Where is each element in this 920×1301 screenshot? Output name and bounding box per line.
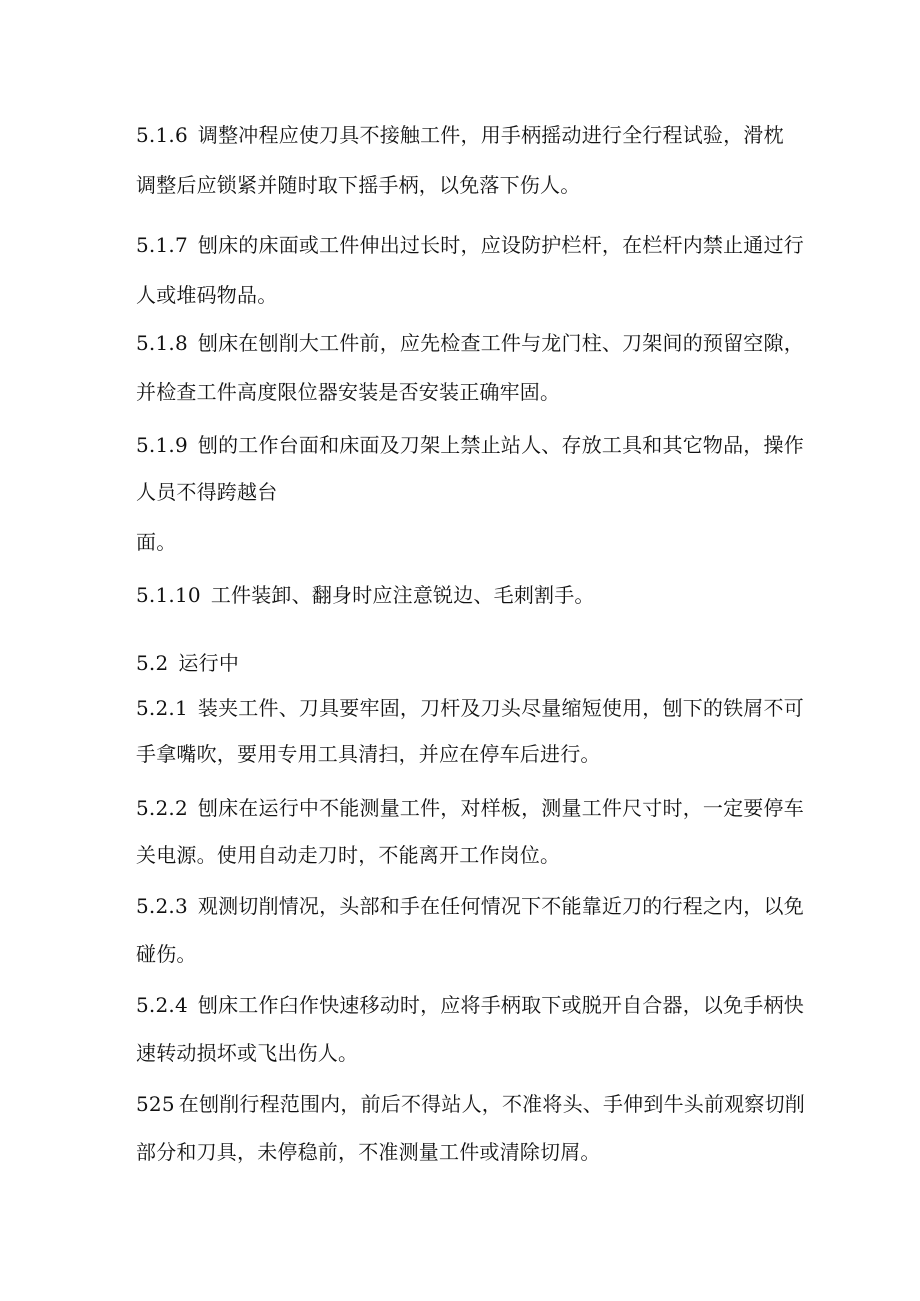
clause-text: 刨的工作台面和床面及刀架上禁止站人、存放工具和其它物品，操作 xyxy=(197,433,804,457)
clause-text: 刨床在运行中不能测量工件，对样板，测量工件尺寸时，一定要停车 xyxy=(197,796,804,820)
clause-5-2-2-line-2 xyxy=(136,841,560,869)
clause-text: 关电源。使用自动走刀时，不能离开工作岗位。 xyxy=(136,843,561,867)
clause-number: 5.2.1 xyxy=(136,696,188,720)
clause-5-2-3-line-2 xyxy=(136,940,197,968)
clause-text: 手拿嘴吹，要用专用工具清扫，并应在停车后进行。 xyxy=(136,742,601,766)
clause-text: 刨床的床面或工件伸出过长时，应设防护栏杆，在栏杆内禁止通过行 xyxy=(197,233,804,257)
clause-number: 5.2.2 xyxy=(136,796,188,820)
section-5-2-heading xyxy=(136,649,239,677)
clause-5-1-9-line-1 xyxy=(136,431,804,459)
clause-5-2-4-line-1 xyxy=(136,991,804,1019)
clause-text: 刨床在刨削大工件前，应先检查工件与龙门柱、刀架间的预留空隙， xyxy=(197,331,804,355)
section-title: 运行中 xyxy=(178,651,240,675)
clause-5-1-6-line-2 xyxy=(136,171,580,199)
clause-text: 碰伤。 xyxy=(136,942,197,966)
clause-text: 调整冲程应使刀具不接触工件，用手柄摇动进行全行程试验，滑枕 xyxy=(197,123,784,147)
clause-text: 部分和刀具，未停稳前，不准测量工件或清除切屑。 xyxy=(136,1140,601,1164)
clause-text: 人员不得跨越台 xyxy=(136,480,278,504)
clause-number: 5.2.4 xyxy=(136,993,188,1017)
clause-5-2-4-line-2 xyxy=(136,1039,358,1067)
clause-5-1-9-line-3 xyxy=(136,528,176,556)
clause-525-line-2 xyxy=(136,1138,601,1166)
clause-5-1-7-line-2 xyxy=(136,281,277,309)
clause-number: 525 xyxy=(136,1092,175,1116)
clause-number: 5.2.3 xyxy=(136,894,188,918)
clause-text: 速转动损坏或飞出伤人。 xyxy=(136,1041,359,1065)
clause-5-1-6-line-1 xyxy=(136,121,784,149)
clause-text: 刨床工作臼作快速移动时，应将手柄取下或脱开自合器，以免手柄快 xyxy=(197,993,804,1017)
clause-5-2-2-line-1 xyxy=(136,794,804,822)
clause-5-2-3-line-1 xyxy=(136,892,804,920)
clause-5-2-1-line-2 xyxy=(136,740,601,768)
clause-text: 调整后应锁紧并随时取下摇手柄，以免落下伤人。 xyxy=(136,173,581,197)
clause-number: 5.1.7 xyxy=(136,233,188,257)
clause-number: 5.1.9 xyxy=(136,433,188,457)
clause-5-1-7-line-1 xyxy=(136,231,804,259)
section-number: 5.2 xyxy=(136,651,169,675)
clause-5-1-8-line-1 xyxy=(136,329,804,357)
clause-text: 并检查工件高度限位器安装是否安装正确牢固。 xyxy=(136,380,561,404)
clause-5-1-10-line-1 xyxy=(136,581,595,609)
clause-text: 观测切削情况，头部和手在任何情况下不能靠近刀的行程之内，以免 xyxy=(197,894,804,918)
clause-5-1-8-line-2 xyxy=(136,378,560,406)
clause-text: 面。 xyxy=(136,530,177,554)
clause-number: 5.1.8 xyxy=(136,331,188,355)
clause-5-1-9-line-2 xyxy=(136,478,277,506)
clause-number: 5.1.6 xyxy=(136,123,188,147)
clause-text: 工件装卸、翻身时应注意锐边、毛刺割手。 xyxy=(210,583,595,607)
clause-text: 装夹工件、刀具要牢固，刀杆及刀头尽量缩短使用，刨下的铁屑不可 xyxy=(197,696,804,720)
clause-525-line-1 xyxy=(136,1090,805,1118)
clause-text: 在刨削行程范围内，前后不得站人，不准将头、手伸到牛头前观察切削 xyxy=(178,1092,805,1116)
clause-5-2-1-line-1 xyxy=(136,694,804,722)
clause-text: 人或堆码物品。 xyxy=(136,283,278,307)
clause-number: 5.1.10 xyxy=(136,583,201,607)
